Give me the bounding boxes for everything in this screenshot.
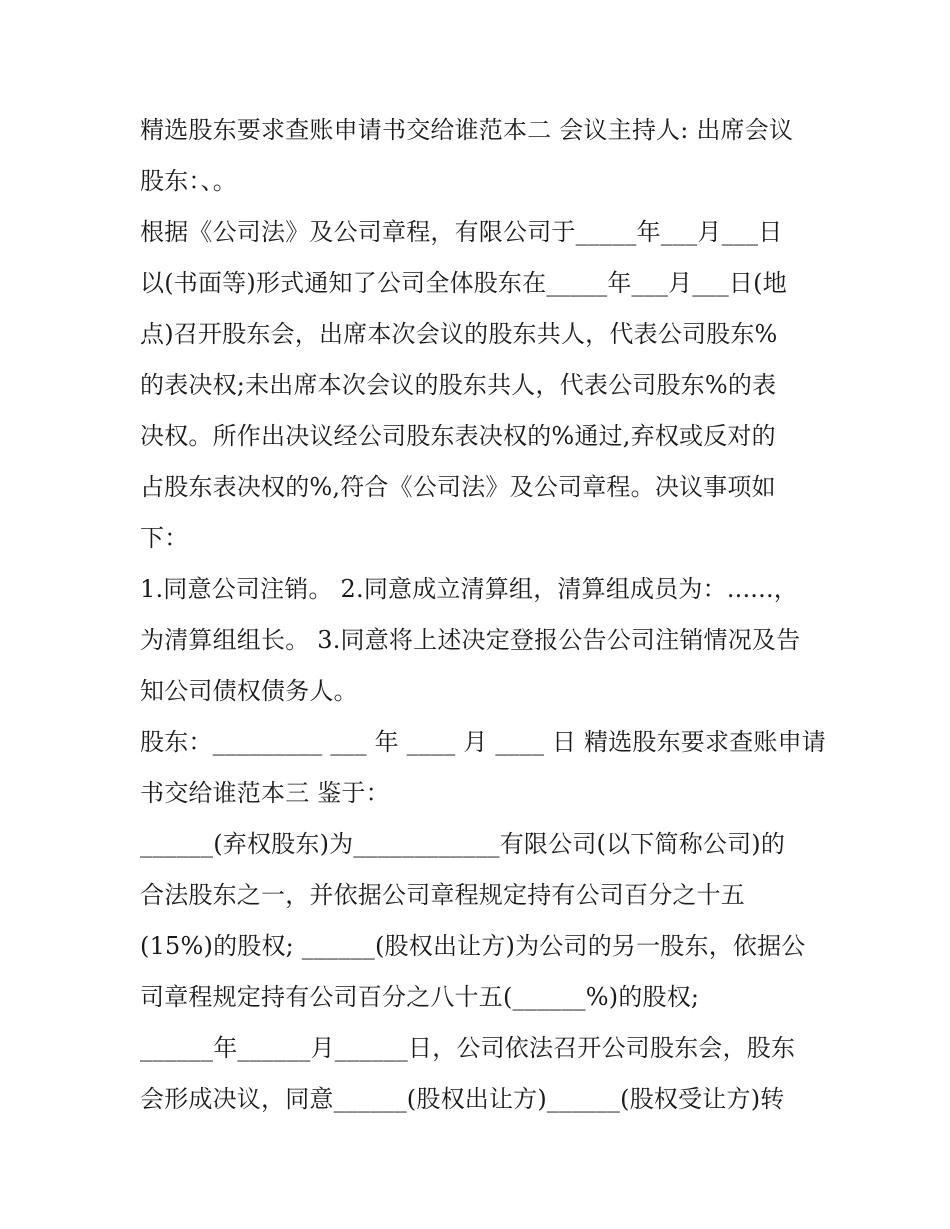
- text-line: 决权。所作出决议经公司股东表决权的%通过,弃权或反对的: [140, 422, 776, 450]
- text-line: 知公司债权债务人。: [140, 677, 358, 705]
- document-body: [140, 105, 827, 1125]
- text-line: ______(弃权股东)为____________有限公司(以下简称公司)的: [140, 830, 786, 858]
- text-line: 以(书面等)形式通知了公司全体股东在_____年___月___日(地: [140, 269, 787, 297]
- text-line: 下：: [140, 524, 189, 552]
- text-line: 占股东表决权的%,符合《公司法》及公司章程。决议事项如: [140, 473, 776, 501]
- text-line: 书交给谁范本三 鉴于：: [140, 779, 390, 807]
- text-line: 合法股东之一，并依据公司章程规定持有公司百分之十五: [140, 881, 745, 909]
- text-line: 的表决权;未出席本次会议的股东共人，代表公司股东%的表: [140, 371, 777, 399]
- text-line: 1.同意公司注销。 2.同意成立清算组，清算组成员为：......，: [140, 575, 798, 603]
- text-line: (15%)的股权; ______(股权出让方)为公司的另一股东，依据公: [140, 932, 806, 960]
- text-line: 股东：_________ ___ 年 ____ 月 ____ 日 精选股东要求查账申请: [140, 728, 827, 756]
- text-line: 股东：、。: [140, 167, 237, 195]
- text-line: ______年______月______日，公司依法召开公司股东会，股东: [140, 1034, 796, 1062]
- text-line: 点)召开股东会，出席本次会议的股东共人，代表公司股东%: [140, 320, 778, 348]
- text-line: 会形成决议，同意______(股权出让方)______(股权受让方)转: [140, 1085, 785, 1113]
- text-line: 司章程规定持有公司百分之八十五(______%)的股权;: [140, 983, 700, 1011]
- text-line: 根据《公司法》及公司章程，有限公司于_____年___月___日: [140, 218, 783, 246]
- text-line: 为清算组组长。 3.同意将上述决定登报公告公司注销情况及告: [140, 626, 801, 654]
- text-line: 精选股东要求查账申请书交给谁范本二 会议主持人: 出席会议: [140, 116, 794, 144]
